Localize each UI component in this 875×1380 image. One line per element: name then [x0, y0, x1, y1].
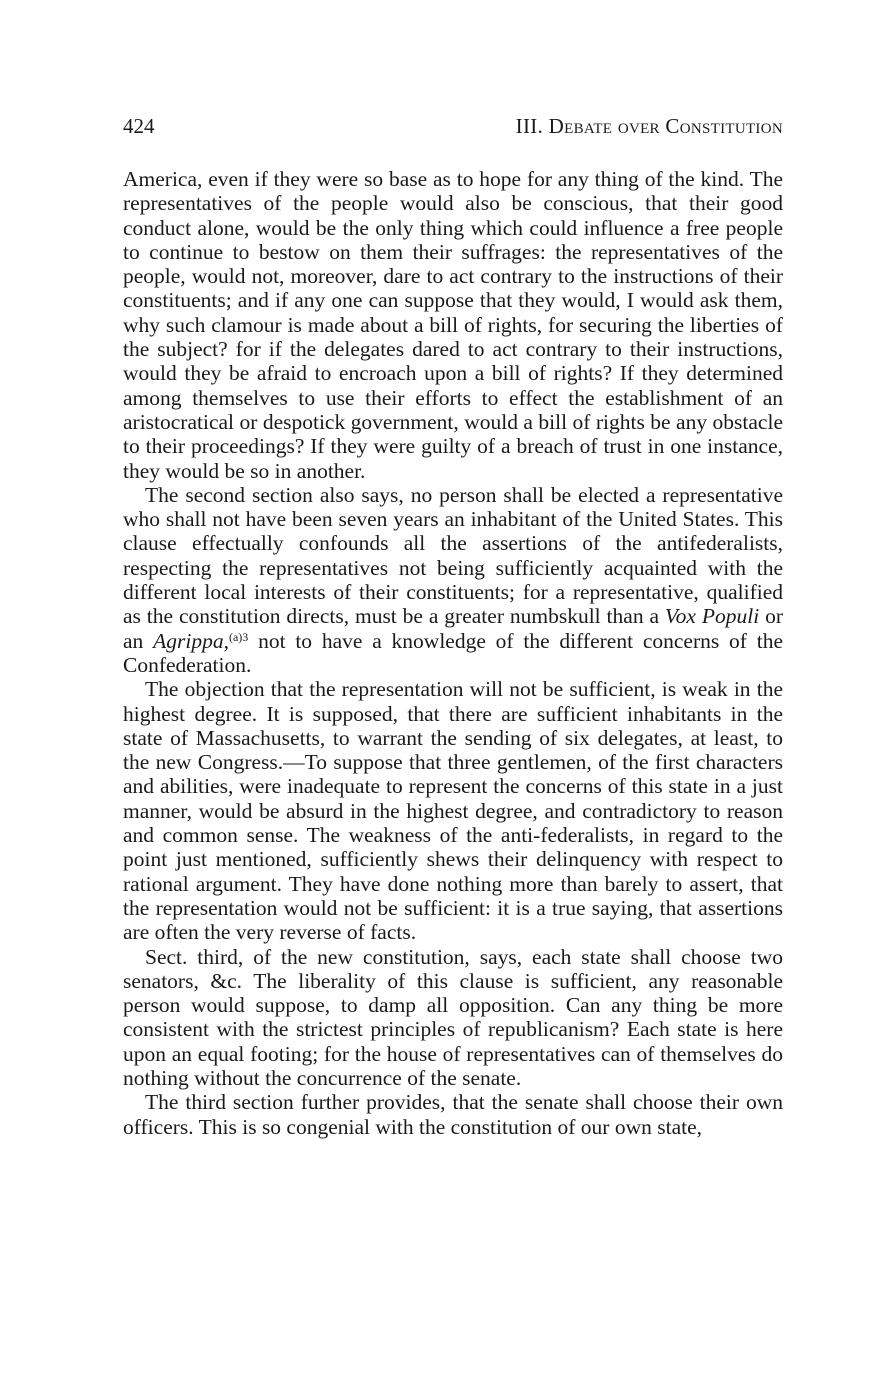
agrippa-italic: Agrippa, — [153, 628, 229, 653]
paragraph-2-text-middle: or an — [123, 604, 783, 653]
paragraph-2-text-before: The second section also says, no person shall be elected a representative who shall not have been seven years an inhabitant of the United States. This clause effectually confounds all the assertions of the antifederalists, respecting the representatives not being sufficiently acquainted with the different local interests of their constituents; for a representative, qualified as the constitution directs, must be a greater numbskull than a — [123, 482, 783, 629]
paragraph-4: Sect. third, of the new constitution, says, each state shall choose two senators, &c. The liberality of this clause is sufficient, any reasonable person would suppose, to damp all opposition. Can any thing be more consistent with the strictest principles of republicanism? Each state is here upon an equal footing; for the house of representatives can of themselves do nothing without the concurrence of the senate. — [123, 944, 783, 1090]
vox-populi-italic: Vox Populi — [664, 604, 760, 629]
paragraph-1: America, even if they were so base as to hope for any thing of the kind. The representatives of the people would also be conscious, that their good conduct alone, would be the only thing which could influence a free people to continue to bestow on them their suffrages: the representatives of the people, would not, moreover, dare to act contrary to the instructions of their constituents; and if any one can suppose that they would, I would ask them, why such clamour is made about a bill of rights, for securing the liberties of the subject? for if the delegates dared to act contrary to their instructions, would they be afraid to encroach upon a bill of rights? If they determined among themselves to use their efforts to effect the establishment of an aristocratical or despotick government, would a bill of rights be any obstacle to their proceedings? If they were guilty of a breach of trust in one instance, they would be so in another. — [123, 167, 783, 483]
paragraph-5: The third section further provides, that the senate shall choose their own officers. This is so congenial with the constitution of our own state, — [123, 1090, 783, 1139]
page-number: 424 — [123, 114, 155, 138]
footnote-reference: (a)3 — [228, 629, 249, 644]
paragraph-3: The objection that the representation will not be sufficient, is weak in the highest degree. It is supposed, that there are sufficient inhabitants in the state of Massachusetts, to warrant the sending of six delegates, at least, to the new Congress.—To suppose that three gentlemen, of the first characters and abilities, were inadequate to represent the concerns of this state in a just manner, would be absurd in the highest degree, and contradictory to reason and common sense. The weakness of the anti-federalists, in regard to the point just mentioned, sufficiently shews their delinquency with respect to rational argument. They have done nothing more than barely to assert, that the representation would not be sufficient: it is a true saying, that assertions are often the very reverse of facts. — [123, 677, 783, 945]
running-title: III. Debate over Constitution — [515, 114, 783, 138]
running-header — [123, 114, 783, 140]
body-text — [123, 167, 783, 1139]
paragraph-2-text-after: not to have a knowledge of the different concerns of the Confederation. — [123, 628, 784, 677]
paragraph-2 — [123, 483, 783, 677]
